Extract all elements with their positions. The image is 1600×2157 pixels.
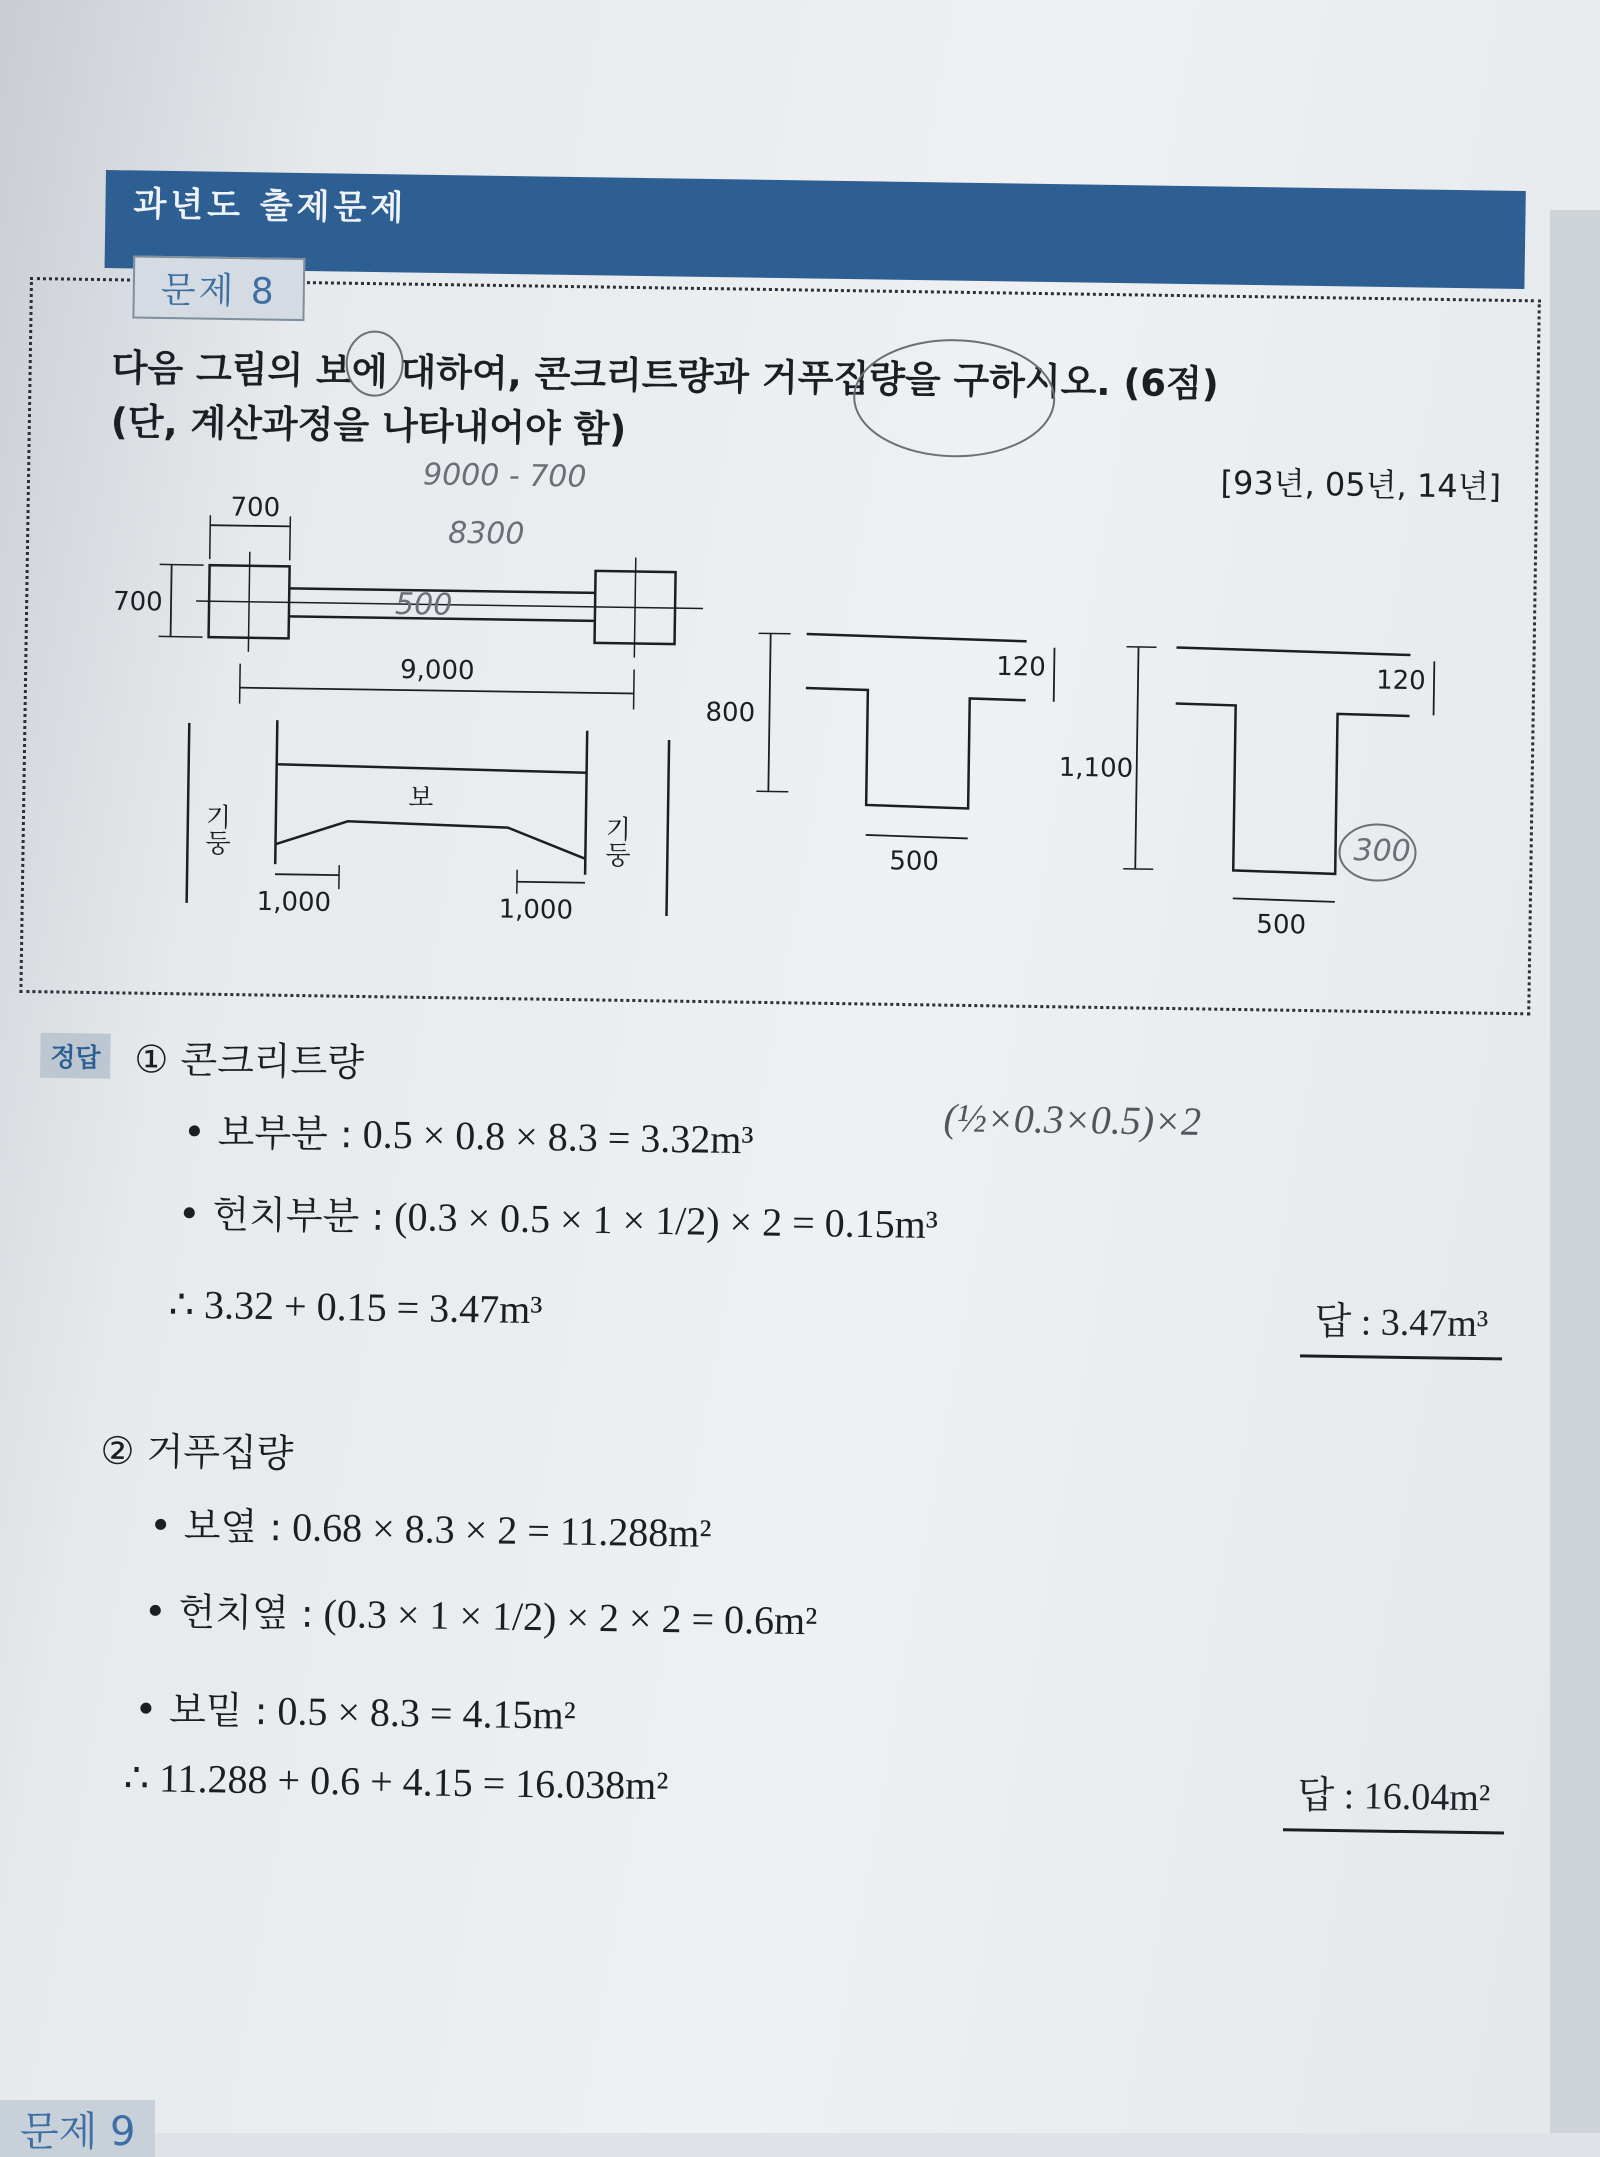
elev-beam-top (277, 764, 587, 773)
sec1-dim-height (768, 634, 770, 792)
p1-beam-label: • 보부분 : (183, 1110, 353, 1157)
beam-diagram (0, 0, 1600, 1000)
p2-bottom-line (134, 1678, 576, 1740)
part1-title: ① 콘크리트량 (134, 1028, 364, 1086)
haunch-right-dim: 1,000 (498, 894, 573, 925)
question-line-1: 다음 그림의 보에 대하여, 콘크리트량과 거푸집량을 구하시오. (6점) (111, 341, 1219, 411)
dim-ext-left-top (160, 564, 204, 565)
p2-side-expr: 0.68 × 8.3 × 2 = 11.288m² (292, 1505, 712, 1556)
answer-tag: 정답 (40, 1033, 111, 1079)
elev-col-left-outer (187, 723, 190, 903)
sec2-dim-height (1135, 647, 1138, 869)
p1-haunch-label: • 헌치부분 : (178, 1192, 385, 1239)
hand-note-span: 9000 - 700 (423, 457, 587, 494)
dim-line-top (210, 525, 290, 526)
sec2-dim-width (1233, 898, 1335, 902)
haunch-left-dim: 1,000 (256, 887, 331, 918)
p2-side-line (149, 1494, 712, 1557)
p2-haunch-expr: (0.3 × 1 × 1/2) × 2 × 2 = 0.6m² (323, 1591, 817, 1643)
next-question-tag: 문제 9 (0, 2100, 155, 2157)
sec1-section-outline (804, 688, 1026, 809)
question-line-2: (단, 계산과정을 나타내어야 함) (110, 395, 1218, 465)
p1-beam-expr: 0.5 × 0.8 × 8.3 = 3.32m³ (362, 1112, 753, 1163)
plan-top-dim: 700 (230, 492, 280, 523)
dim-ext-span-left (240, 664, 241, 704)
p2-final-answer: 답 : 16.04m² (1283, 1763, 1505, 1834)
plan-beam-mark: 500 (395, 587, 453, 623)
part2-title: ② 거푸집량 (100, 1420, 294, 1478)
hand-circle-beam (346, 331, 403, 396)
elev-col-right-outer (666, 740, 669, 916)
elev-beam-bottom-haunch (275, 820, 585, 859)
sec2-height-dim: 1,100 (1059, 753, 1134, 784)
hand-circle-formwork (853, 339, 1055, 458)
sec2-width-dim: 500 (1256, 910, 1306, 941)
sec1-dim-slab (1054, 648, 1055, 702)
p2-bottom-label: • 보밑 : (134, 1687, 267, 1733)
sec1-dim-width (866, 835, 968, 839)
dim-ext-top-right (290, 516, 291, 560)
dim-ext-span-right (634, 669, 635, 709)
p1-final-answer: 답 : 3.47m³ (1300, 1289, 1503, 1360)
p2-bottom-expr: 0.5 × 8.3 = 4.15m² (277, 1688, 576, 1737)
sec2-dim-slab (1434, 661, 1435, 715)
dim-line-left (171, 565, 172, 637)
dim-ext-top-left (210, 515, 211, 559)
hand-formula: (½×0.3×0.5)×2 (943, 1094, 1201, 1145)
dim-line-span (240, 688, 634, 694)
elev-beam-label: 보 (408, 783, 434, 813)
p2-total: ∴ 11.288 + 0.6 + 4.15 = 16.038m² (123, 1754, 668, 1809)
sec1-slab-dim: 120 (996, 652, 1046, 683)
question-number-tag: 문제 8 (132, 256, 305, 322)
p1-total: ∴ 3.32 + 0.15 = 3.47m³ (168, 1281, 542, 1334)
p1-beam-line (183, 1101, 754, 1164)
plan-span-dim: 9,000 (400, 655, 475, 686)
elev-col-label-right: 기둥 (600, 815, 631, 868)
dim-haunch-left (275, 874, 339, 875)
elev-col-label-left: 기둥 (200, 803, 231, 856)
p2-haunch-line (144, 1580, 818, 1645)
sec1-height-dim: 800 (705, 698, 755, 729)
p2-side-label: • 보옆 : (149, 1503, 282, 1549)
section-title: 과년도 출제문제 (133, 176, 407, 229)
hand-note-net-span: 8300 (448, 516, 525, 552)
p1-haunch-line (178, 1183, 939, 1249)
sec2-slab-dim: 120 (1376, 665, 1426, 696)
dim-ext-left-bottom (159, 636, 203, 637)
dim-haunch-right (517, 882, 585, 883)
p1-haunch-expr: (0.3 × 0.5 × 1 × 1/2) × 2 = 0.15m³ (394, 1194, 938, 1247)
sec1-slab-top (807, 634, 1027, 641)
sec1-width-dim: 500 (889, 846, 939, 877)
elev-col-right-face (585, 731, 587, 875)
p2-haunch-label: • 헌치옆 : (144, 1589, 314, 1636)
sec2-slab-top (1176, 648, 1410, 655)
plan-left-dim: 700 (113, 587, 163, 618)
hand-note-300: 300 (1353, 833, 1411, 869)
exam-years: [93년, 05년, 14년] (1220, 458, 1501, 508)
